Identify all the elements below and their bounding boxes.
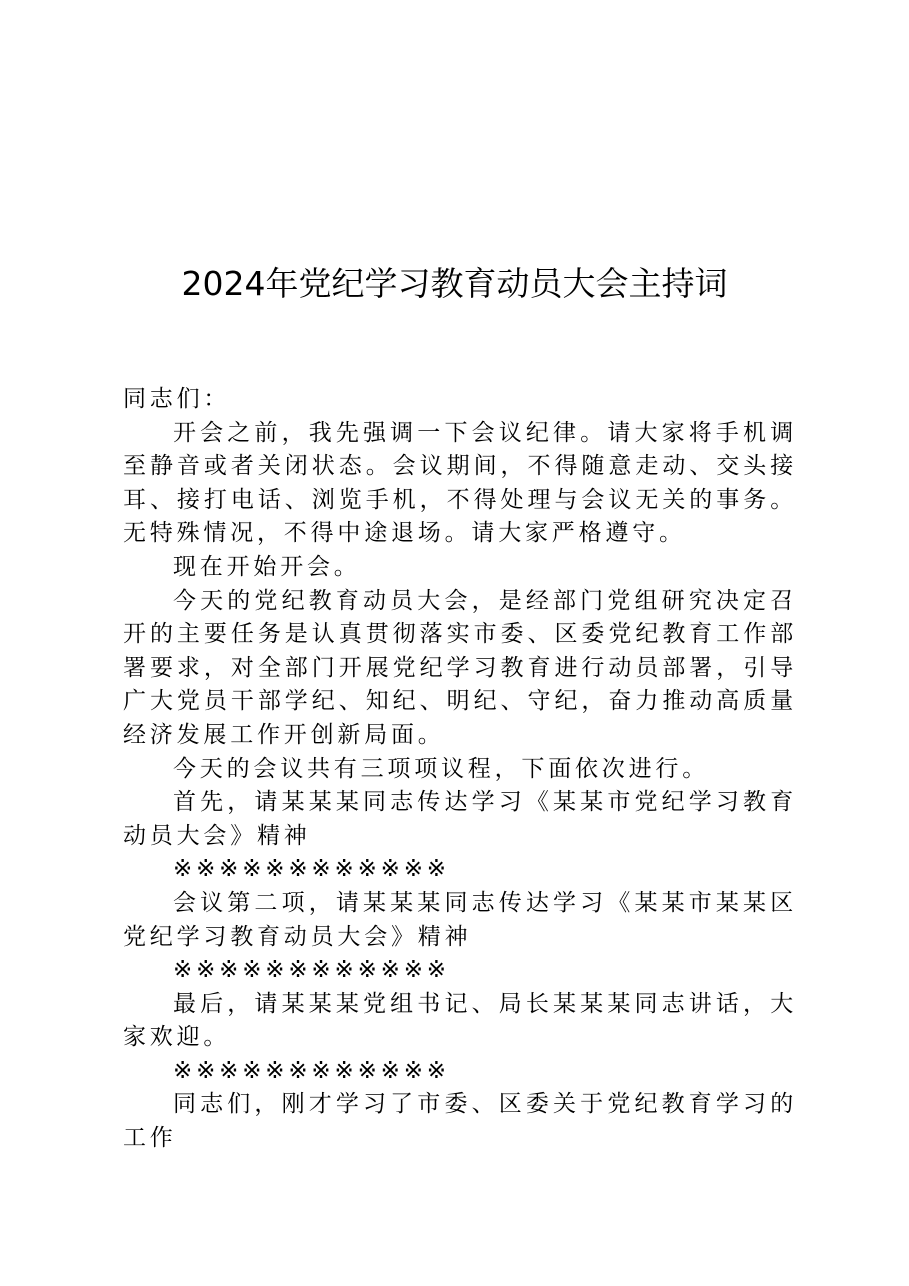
document-title: 2024年党纪学习教育动员大会主持词 (181, 264, 728, 303)
document-body (123, 383, 797, 1156)
closing-paragraph: 同志们，刚才学习了市委、区委关于党纪教育学习的工作 (123, 1091, 797, 1152)
agenda-item-2-paragraph: 会议第二项，请某某某同志传达学习《某某市某某区党纪学习教育动员大会》精神 (123, 889, 797, 950)
meeting-start-paragraph: 现在开始开会。 (173, 553, 361, 580)
meeting-discipline-paragraph: 开会之前，我先强调一下会议纪律。请大家将手机调至静音或者关闭状态。会议期间，不得随意走动、交头接耳、接打电话、浏览手机，不得处理与会议无关的事务。无特殊情况，不得中途退场。请大家严格遵守。 (123, 419, 797, 547)
agenda-intro-paragraph: 今天的会议共有三项项议程，下面依次进行。 (173, 755, 709, 782)
meeting-purpose-paragraph: 今天的党纪教育动员大会，是经部门党组研究决定召开的主要任务是认真贯彻落实市委、区委党纪教育工作部署要求，对全部门开展党纪学习教育进行动员部署，引导广大党员干部学纪、知纪、明纪、守纪，奋力推动高质量经济发展工作开创新局面。 (123, 587, 797, 748)
placeholder-marks-2: ※※※※※※※※※※※※ (173, 957, 450, 984)
agenda-item-3-paragraph: 最后，请某某某党组书记、局长某某某同志讲话，大家欢迎。 (123, 990, 797, 1051)
salutation-paragraph: 同志们： (123, 386, 231, 412)
placeholder-marks-3: ※※※※※※※※※※※※ (173, 1057, 450, 1084)
placeholder-marks-1: ※※※※※※※※※※※※ (173, 856, 450, 883)
agenda-item-1-paragraph: 首先，请某某某同志传达学习《某某市党纪学习教育动员大会》精神 (123, 789, 797, 849)
